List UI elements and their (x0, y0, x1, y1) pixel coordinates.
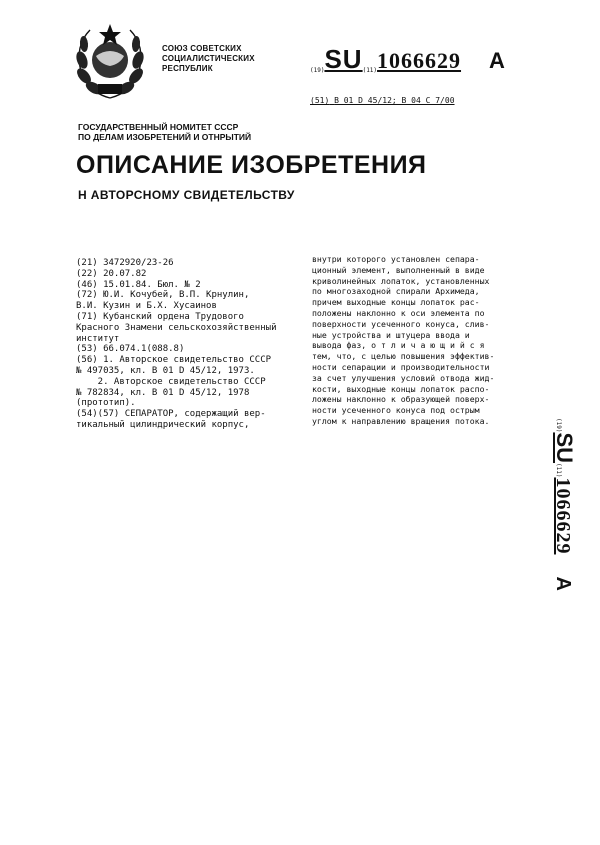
side-patent-number: 1066629 (552, 477, 574, 555)
classification-tag: (51) (310, 96, 330, 105)
text-line: (прототип). (76, 398, 136, 409)
text-line: внутри которого установлен сепара- (312, 254, 480, 264)
side-document-number (540, 418, 580, 658)
country-code-tag: (19) (310, 67, 325, 74)
text-line: тем, что, с целью повышения эффектив- (312, 351, 495, 362)
patent-number: 1066629 (377, 48, 462, 73)
text-line: тикальный цилиндрический корпус, (76, 419, 250, 430)
document-title: ОПИСАНИЕ ИЗОБРЕТЕНИЯ (76, 151, 427, 179)
text-line: В.И. Кузин и Б.Х. Хусаинов (76, 301, 217, 312)
committee-line: ПО ДЕЛАМ ИЗОБРЕТЕНИЙ И ОТНРЫТИЙ (78, 132, 252, 142)
text-line: причем выходные концы лопаток рас- (312, 297, 480, 308)
text-line: 2. Авторское свидетельство СССР (76, 376, 266, 387)
text-line: положены наклонно к оси элемента по (312, 307, 485, 318)
text-line: (72) Ю.И. Кочубей, В.П. Крнулин, (76, 290, 250, 301)
bibliographic-column (76, 258, 302, 431)
text-line: криволинейных лопаток, установленных (312, 275, 490, 286)
union-name-line: СОЮЗ СОВЕТСКИХ (162, 44, 242, 53)
document-number (310, 46, 505, 74)
claims-column (312, 254, 544, 427)
text-line: по многозаходной спирали Архимеда, (312, 286, 480, 297)
text-line: (21) 3472920/23-26 (76, 258, 174, 268)
text-line: ности сепарации и производительности (312, 361, 490, 372)
text-line: (22) 20.07.82 (76, 268, 147, 279)
committee-line: ГОСУДАРСТВЕННЫЙ НОМИТЕТ СССР (78, 122, 239, 132)
country-code: SU (324, 44, 363, 74)
text-line: № 782834, кл. В 01 D 45/12, 1978 (76, 387, 250, 398)
side-country-code: SU (552, 432, 577, 464)
classification (310, 96, 455, 105)
kind-code: A (489, 48, 505, 73)
number-tag: (11) (362, 67, 378, 74)
text-line: (46) 15.01.84. Бюл. № 2 (76, 279, 201, 290)
text-line: поверхности усеченного конуса, слив- (312, 318, 490, 329)
side-kind-code: A (552, 576, 574, 591)
text-line: вывода фаз, о т л и ч а ю щ и й с я (312, 340, 485, 351)
text-line: ности усеченного конуса под острым (312, 405, 480, 416)
state-emblem-icon (68, 20, 152, 104)
text-line: (56) 1. Авторское свидетельство СССР (76, 355, 272, 366)
union-name-line: РЕСПУБЛИК (162, 64, 213, 73)
classification-codes: B 01 D 45/12; B 04 C 7/00 (334, 96, 455, 105)
side-country-code-tag: (19) (555, 418, 562, 433)
text-line: (54)(57) СЕПАРАТОР, содержащий вер- (76, 409, 266, 420)
committee-name (78, 122, 251, 142)
text-line: кости, выходные концы лопаток распо- (312, 383, 490, 394)
document-subtitle: Н АВТОРСНОМУ СВИДЕТЕЛЬСТВУ (78, 188, 295, 202)
text-line: (71) Кубанский ордена Трудового (76, 311, 244, 322)
text-line: за счет улучшения условий отвода жид- (312, 372, 495, 383)
text-line: ционный элемент, выполненный в виде (312, 264, 485, 275)
text-line: углом к направлению вращения потока. (312, 415, 490, 426)
text-line: ные устройства и штуцера ввода и (312, 329, 470, 340)
union-name (162, 44, 255, 74)
text-line: институт (76, 333, 120, 344)
text-line: № 497035, кл. В 01 D 45/12, 1973. (76, 365, 255, 376)
side-number-tag: (11) (555, 463, 562, 478)
union-name-line: СОЦИАЛИСТИЧЕСКИХ (162, 54, 255, 63)
text-line: ложены наклонно к образующей поверх- (312, 394, 490, 405)
text-line: Красного Знамени сельскохозяйственный (76, 322, 277, 333)
text-line: (53) 66.074.1(088.8) (76, 344, 185, 355)
